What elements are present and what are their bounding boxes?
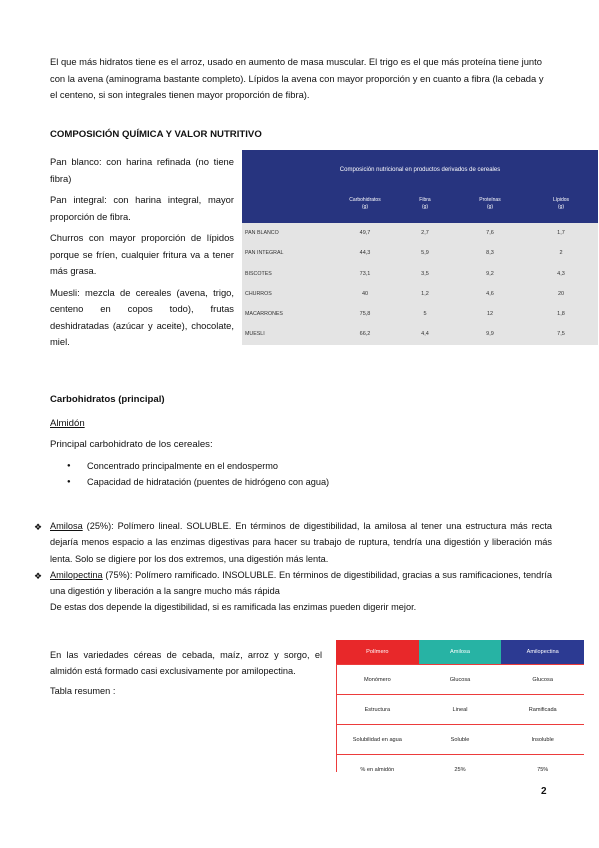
table-row: PAN INTEGRAL 44,3 5,9 8,3 2	[245, 250, 563, 257]
table-row: CHURROS 40 1,2 4,6 20	[245, 290, 565, 297]
table-row: MACARRONES 75,8 5 12 1,8	[245, 311, 565, 318]
column-header-lipidos: Lípidos (g)	[552, 197, 570, 210]
table-row: Monómero Glucosa Glucosa	[336, 664, 584, 694]
nutrition-table-header	[242, 150, 598, 223]
table-row: PAN BLANCO 49,7 2,7 7,6 1,7	[245, 230, 565, 236]
table-row: BISCOTES 73,1 3,5 9,2 4,3	[245, 270, 565, 277]
starch-types-list	[34, 518, 552, 599]
almidon-subheading: Almidón	[50, 418, 85, 429]
amilopectina-term: Amilopectina	[50, 569, 103, 580]
table-row: Estructura Lineal Ramificada	[336, 694, 584, 724]
table-row: MUESLI 66,2 4,4 9,9 7,5	[245, 331, 565, 338]
table-row: Solubilidad en agua Soluble Insoluble	[336, 724, 584, 754]
amilosa-term: Amilosa	[50, 521, 83, 531]
nutrition-table-title: Composición nutricional en productos derivados de cereales	[339, 167, 501, 173]
left-paragraph-muesli: Muesli: mezcla de cereales (avena, trigo, centeno en copos todo), frutas deshidratadas (azúcar y aceite), chocolate, miel.	[50, 286, 234, 347]
column-header-fibra: Fibra (g)	[419, 197, 431, 210]
list-item: ● Concentrado principalmente en el endospermo	[67, 458, 329, 474]
amilopectina-item	[34, 567, 552, 600]
list-item: ● Capacidad de hidratación (puentes de hidrógeno con agua)	[67, 474, 329, 490]
left-paragraph-churros: Churros con mayor proporción de lípidos porque se fríen, cualquier fritura va a tener más grasa.	[50, 232, 234, 276]
left-paragraph-pan-blanco: Pan blanco: con harina refinada (no tiene fibra)	[50, 156, 234, 184]
column-header-carbohidratos: Carbohidratos (g)	[349, 197, 381, 210]
summary-table	[336, 640, 584, 784]
left-paragraph-pan-integral: Pan integral: con harina integral, mayor proporción de fibra.	[50, 194, 234, 222]
summary-table-header	[336, 640, 584, 664]
left-column	[50, 154, 234, 356]
bullet-list	[67, 458, 329, 490]
variedades-paragraph: En las variedades céreas de cebada, maíz, arroz y sorgo, el almidón está formado casi exclusivamente por amilopectina.	[50, 650, 322, 676]
intro-paragraph: El que más hidratos tiene es el arroz, usado en aumento de masa muscular. El trigo es el que más proteína tiene junto con la avena (aminograma bastante completo). Lípidos la avena con mayor proporción y en cuanto a fibra (la cebada y el centeno, si son integrales tienen mayor proporción de fibra).	[50, 56, 544, 100]
page-number: 2	[541, 786, 547, 797]
summary-header-amilosa: Amilosa	[419, 640, 502, 664]
amilosa-item	[34, 518, 552, 567]
column-header-proteinas: Proteínas (g)	[479, 197, 501, 210]
diamond-bullet-icon: ❖	[34, 522, 43, 532]
summary-header-amilopectina: Amilopectina	[501, 640, 584, 664]
diamond-bullet-icon: ❖	[34, 570, 43, 581]
nutrition-table	[242, 150, 598, 345]
digestibility-note: De estas dos depende la digestibilidad, si es ramificada las enzimas pueden digerir mejor.	[50, 602, 417, 612]
principal-text: Principal carbohidrato de los cereales:	[50, 439, 213, 450]
amilopectina-description: (75%): Polímero ramificado. INSOLUBLE. En términos de digestibilidad, gracias a sus ramificaciones, tendría una digestión y liberación a la sangre mucho más rápida	[50, 569, 552, 597]
summary-header-polimero: Polímero	[336, 640, 419, 664]
section-title: COMPOSICIÓN QUÍMICA Y VALOR NUTRITIVO	[50, 129, 262, 140]
table-row: % en almidón 25% 75%	[336, 754, 584, 784]
carbohidratos-heading: Carbohidratos (principal)	[50, 394, 165, 405]
summary-table-divider	[336, 664, 337, 772]
amilosa-description: (25%): Polímero lineal. SOLUBLE. En términos de digestibilidad, la amilosa al tener una estructura más recta dejaría menos espacio a las enzimas digestivas para hacer su trabajo de ruptura, tendría una digestión y liberación más lenta. Solo se digiere por los dos extremos, una digestión más lenta.	[50, 521, 552, 564]
tabla-resumen-label: Tabla resumen :	[50, 686, 116, 696]
